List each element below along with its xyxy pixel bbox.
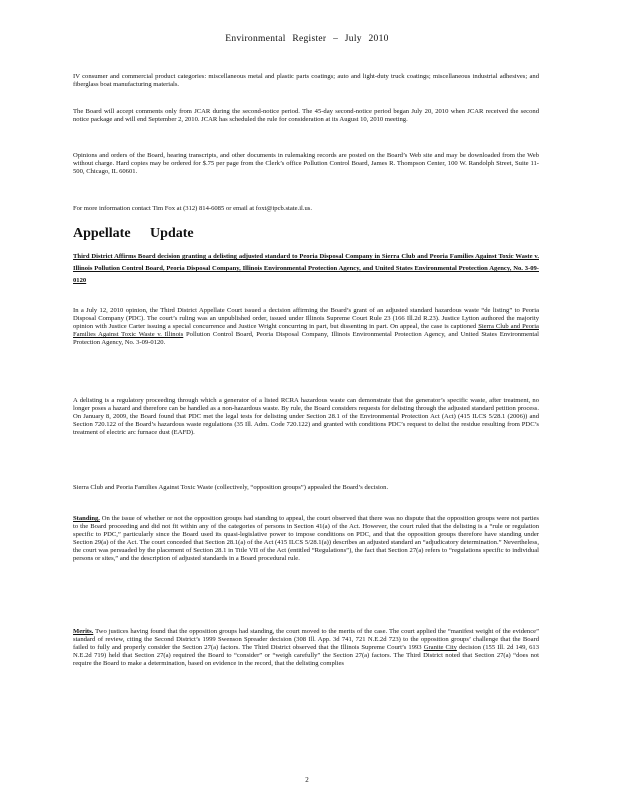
case-caption: Sierra Club and Peoria Families Against Toxic Waste v. Illinois [73,323,539,339]
page-number: 2 [305,776,309,784]
paragraph-appeal: Sierra Club and Peoria Families Against Toxic Waste (collectively, “opposition groups”) appealed the Board’s decision. [73,484,389,491]
paragraph-standing [73,515,539,564]
opinion-text-b: Pollution Control Board, Peoria Disposal Company, Illinois Environmental Protection Agency, and United States Environmental Protection Agency, No. 3-09-0120. [73,331,539,347]
case-heading: Third District Affirms Board decision granting a delisting adjusted standard to Peoria Disposal Company in Sierra Club and Peoria Families Against Toxic Waste v. Illinois Pollution Control Board, Peoria Disposal Company, Illinois Environmental Protection Agency, and United States Environmental Protection Agency, No. 3-09-0120 [73,253,539,284]
paragraph-opinions: Opinions and orders of the Board, hearing transcripts, and other documents in rulemaking records are posted on the Board’s Web site and may be downloaded from the Web without charge. Hard copies may be ordered for $.75 per page from the Clerk’s office Pollution Control Board, James R. Thompson Center, 100 W. Randolph Street, Suite 11-500, Chicago, IL 60601. [73,152,539,176]
paragraph-opinion-summary [73,307,539,347]
paragraph-delisting: A delisting is a regulatory proceeding through which a generator of a listed RCRA hazardous waste can demonstrate that the generator’s specific waste, after treatment, no longer poses a hazard and therefore can be handled as a non-hazardous waste. By rule, the Board considers requests for delisting through the adjusted standard petition process. On January 8, 2009, the Board found that PDC met the legal tests for delisting under Section 28.1 of the Environmental Protection Act (Act) (415 ILCS 5/28.1 (2006)) and Section 720.122 of the Board’s hazardous waste regulations (35 Ill. Adm. Code 720.122) and granted with conditions PDC’s request to delist the residue resulting from PDC’s treatment of electric arc furnace dust (EAFD). [73,397,539,437]
opinion-text-a: In a July 12, 2010 opinion, the Third District Appellate Court issued a decision affirming the Board’s grant of an adjusted standard hazardous waste “de listing” to Peoria Disposal Company (PDC). The court’s ruling was an unpublished order, issued under Illinois Supreme Court Rule 23 (166 Ill.2d R.23). Justice Lytton authored the majority opinion with Justice Carter issuing a special concurrence and Justice Wright concurring in part, but dissenting in part. On appeal, the case is captioned [73,307,539,331]
standing-heading: Standing. [73,515,100,522]
paragraph-merits [73,628,539,668]
running-header: Environmental Register – July 2010 [225,34,389,44]
merits-text-a: Two justices having found that the opposition groups had standing, the court moved to the merits of the case. The court applied the “manifest weight of the evidence” standard of review, citing the Second District’s 1999 Swenson Spreader decision (308 Ill. App. 3d 741, 721 N.E.2d 723) to the opposition groups’ challenge that the Board failed to fully and properly consider the Section 27(a) factors. The Third District observed that the Illinois Supreme Court’s 1993 [73,628,539,652]
paragraph-categories: IV consumer and commercial product categories: miscellaneous metal and plastic parts coatings; auto and light-duty truck coatings; miscellaneous industrial adhesives; and fiberglass boat manufacturing materials. [73,73,539,89]
merits-heading: Merits. [73,628,94,635]
merits-text-b: decision (155 Ill. 2d 149, 613 N.E.2d 719) held that Section 27(a) required the Board to “consider” or “weigh carefully” the Section 27(a) factors. The Third District noted that Section 27(a) “does not require the Board to make a determination, based on evidence in the record, that the delisting complies [73,644,539,668]
section-title: Appellate Update [73,226,194,241]
paragraph-contact: For more information contact Tim Fox at (312) 814-6085 or email at foxt@ipcb.state.il.us. [73,205,313,212]
paragraph-comments: The Board will accept comments only from JCAR during the second-notice period. The 45-day second-notice period began July 20, 2010 when JCAR received the second notice package and will end September 2, 2010. JCAR has scheduled the rule for consideration at its August 10, 2010 meeting. [73,108,539,124]
standing-text: On the issue of whether or not the opposition groups had standing to appeal, the court observed that there was no dispute that the opposition groups were not parties to the Board proceeding and did not fit within any of the categories of persons in Section 41(a) of the Act. However, the court ruled that the delisting is a “rule or regulation specific to PDC,” particularly since the Board used its quasi-legislative power to impose conditions on PDC, and that the opposition groups therefore have standing under Section 29(a) of the Act. The court conceded that Section 28.1(a) of the Act (415 ILCS 5/28.1(a)) describes an adjusted standard an “adjudicatory determination.” Nevertheless, the court was persuaded by the placement of Section 28.1 in Title VII of the Act (entitled “Regulations”), the fact that Section 27(a) refers to “regulations specific to individual persons or sites,” and the description of adjusted standards in a Board procedural rule. [73,515,539,563]
granite-city-case: Granite City [423,644,457,652]
